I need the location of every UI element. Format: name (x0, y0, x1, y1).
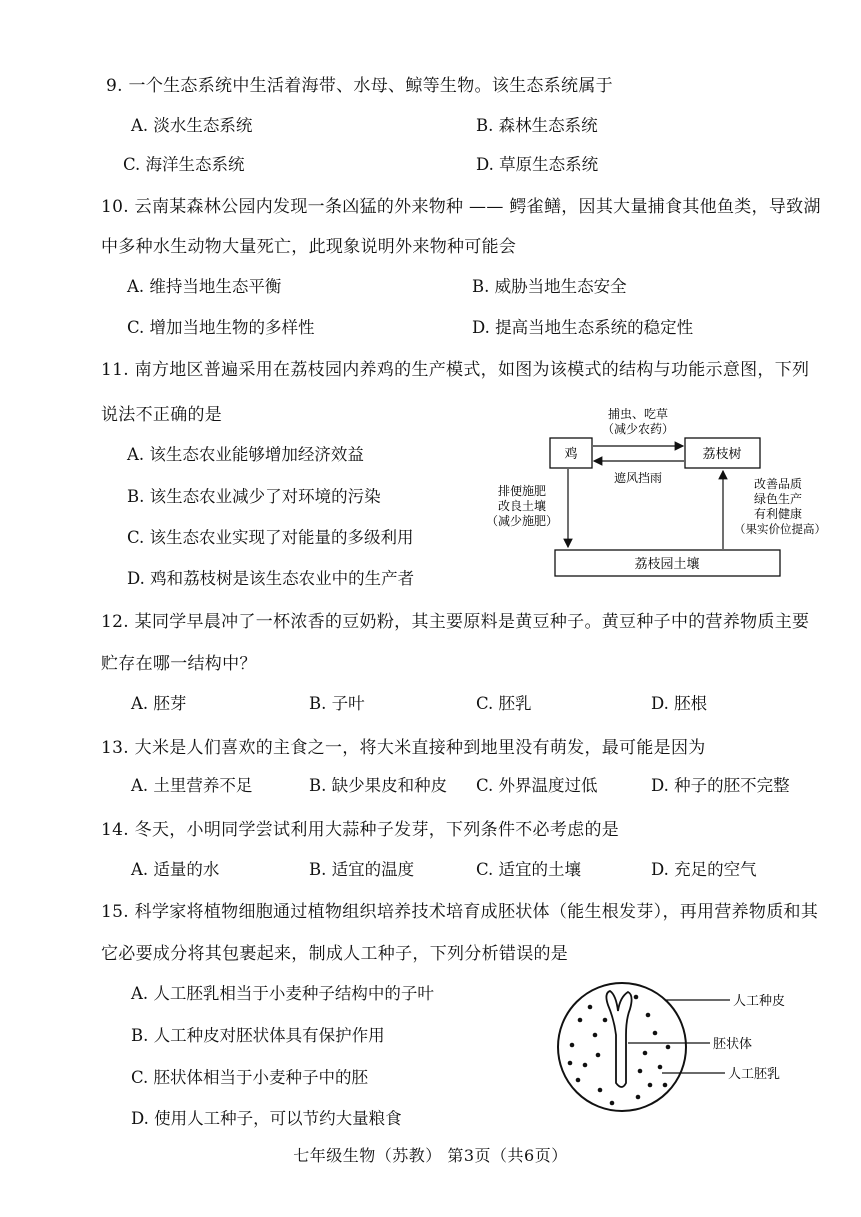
q10-stem-line2: 中多种水生动物大量死亡，此现象说明外来物种可能会 (101, 237, 517, 257)
q15-option-b: B. 人工种皮对胚状体具有保护作用 (131, 1026, 385, 1045)
label-artificial-endosperm: 人工胚乳 (728, 1067, 781, 1082)
q15-stem-line2: 它必要成分将其包裹起来，制成人工种子，下列分析错误的是 (101, 944, 569, 964)
q12-option-b: B. 子叶 (309, 694, 365, 713)
q13-option-a: A. 土里营养不足 (131, 776, 253, 795)
lychee-label: 荔枝树 (702, 447, 742, 462)
left-label-3: （减少施肥） (485, 514, 559, 528)
insect-label: 捕虫、吃草 (607, 408, 669, 421)
q15-option-a: A. 人工胚乳相当于小麦种子结构中的子叶 (131, 984, 434, 1003)
q11-option-c: C. 该生态农业实现了对能量的多级利用 (127, 528, 414, 547)
right-label-1: 改善品质 (753, 477, 803, 491)
q14-option-b: B. 适宜的温度 (309, 860, 415, 879)
q12-option-c: C. 胚乳 (476, 694, 532, 713)
soil-label: 荔枝园土壤 (634, 557, 700, 572)
q9-option-b: B. 森林生态系统 (476, 116, 598, 135)
label-embryoid: 胚状体 (713, 1037, 753, 1052)
endosperm-dots (568, 995, 671, 1106)
q9-option-a: A. 淡水生态系统 (131, 116, 253, 135)
right-label-4: （果实价位提高） (734, 522, 826, 536)
right-label-2: 绿色生产 (753, 492, 803, 506)
q13-stem: 13. 大米是人们喜欢的主食之一，将大米直接种到地里没有萌发，最可能是因为 (101, 738, 706, 758)
shelter-label: 遮风挡雨 (613, 471, 663, 485)
q15-option-c: C. 胚状体相当于小麦种子中的胚 (131, 1068, 369, 1087)
left-label-2: 改良土壤 (497, 499, 547, 513)
q10-option-d: D. 提高当地生态系统的稳定性 (472, 318, 694, 337)
q15-option-d: D. 使用人工种子，可以节约大量粮食 (131, 1109, 402, 1128)
pesticide-label: （减少农药） (601, 422, 675, 436)
q10-option-a: A. 维持当地生态平衡 (127, 277, 282, 296)
right-label-3: 有利健康 (753, 507, 803, 521)
q12-stem-line1: 12. 某同学早晨冲了一杯浓香的豆奶粉，其主要原料是黄豆种子。黄豆种子中的营养物质主要 (101, 612, 810, 632)
q9-option-d: D. 草原生态系统 (476, 155, 599, 174)
q13-option-b: B. 缺少果皮和种皮 (309, 776, 448, 795)
q11-stem-line2: 说法不正确的是 (101, 405, 223, 425)
q11-option-b: B. 该生态农业减少了对环境的污染 (127, 487, 381, 506)
q10-option-c: C. 增加当地生物的多样性 (127, 318, 315, 337)
page-footer: 七年级生物（苏教） 第3页（共6页） (293, 1146, 568, 1165)
q13-option-c: C. 外界温度过低 (476, 776, 598, 795)
left-label-1: 排便施肥 (497, 484, 547, 498)
artificial-seed-diagram (550, 975, 840, 1125)
embryoid-shape (606, 991, 631, 1087)
q10-stem-line1: 10. 云南某森林公园内发现一条凶猛的外来物种 —— 鳄雀鳝，因其大量捕食其他鱼类，导致湖 (101, 197, 821, 217)
label-artificial-coat: 人工种皮 (733, 994, 786, 1009)
q12-stem-line2: 贮存在哪一结构中？ (101, 654, 257, 674)
q14-option-c: C. 适宜的土壤 (476, 860, 582, 879)
q9-stem: 9. 一个生态系统中生活着海带、水母、鲸等生物。该生态系统属于 (106, 76, 613, 96)
q11-option-a: A. 该生态农业能够增加经济效益 (127, 445, 364, 464)
q9-option-c: C. 海洋生态系统 (123, 155, 245, 174)
q14-option-d: D. 充足的空气 (651, 860, 757, 879)
q15-stem-line1: 15. 科学家将植物细胞通过植物组织培养技术培育成胚状体（能生根发芽），再用营养物质和其 (101, 902, 819, 922)
q12-option-d: D. 胚根 (651, 694, 708, 713)
q10-option-b: B. 威胁当地生态安全 (472, 277, 627, 296)
q14-option-a: A. 适量的水 (131, 860, 220, 879)
q11-stem-line1: 11. 南方地区普遍采用在荔枝园内养鸡的生产模式，如图为该模式的结构与功能示意图，下列 (101, 360, 810, 380)
q14-stem: 14. 冬天，小明同学尝试利用大蒜种子发芽，下列条件不必考虑的是 (101, 820, 620, 840)
chicken-label: 鸡 (564, 447, 578, 462)
q12-option-a: A. 胚芽 (131, 694, 187, 713)
q11-option-d: D. 鸡和荔枝树是该生态农业中的生产者 (127, 569, 415, 588)
q13-option-d: D. 种子的胚不完整 (651, 776, 790, 795)
eco-farm-diagram (470, 408, 840, 583)
